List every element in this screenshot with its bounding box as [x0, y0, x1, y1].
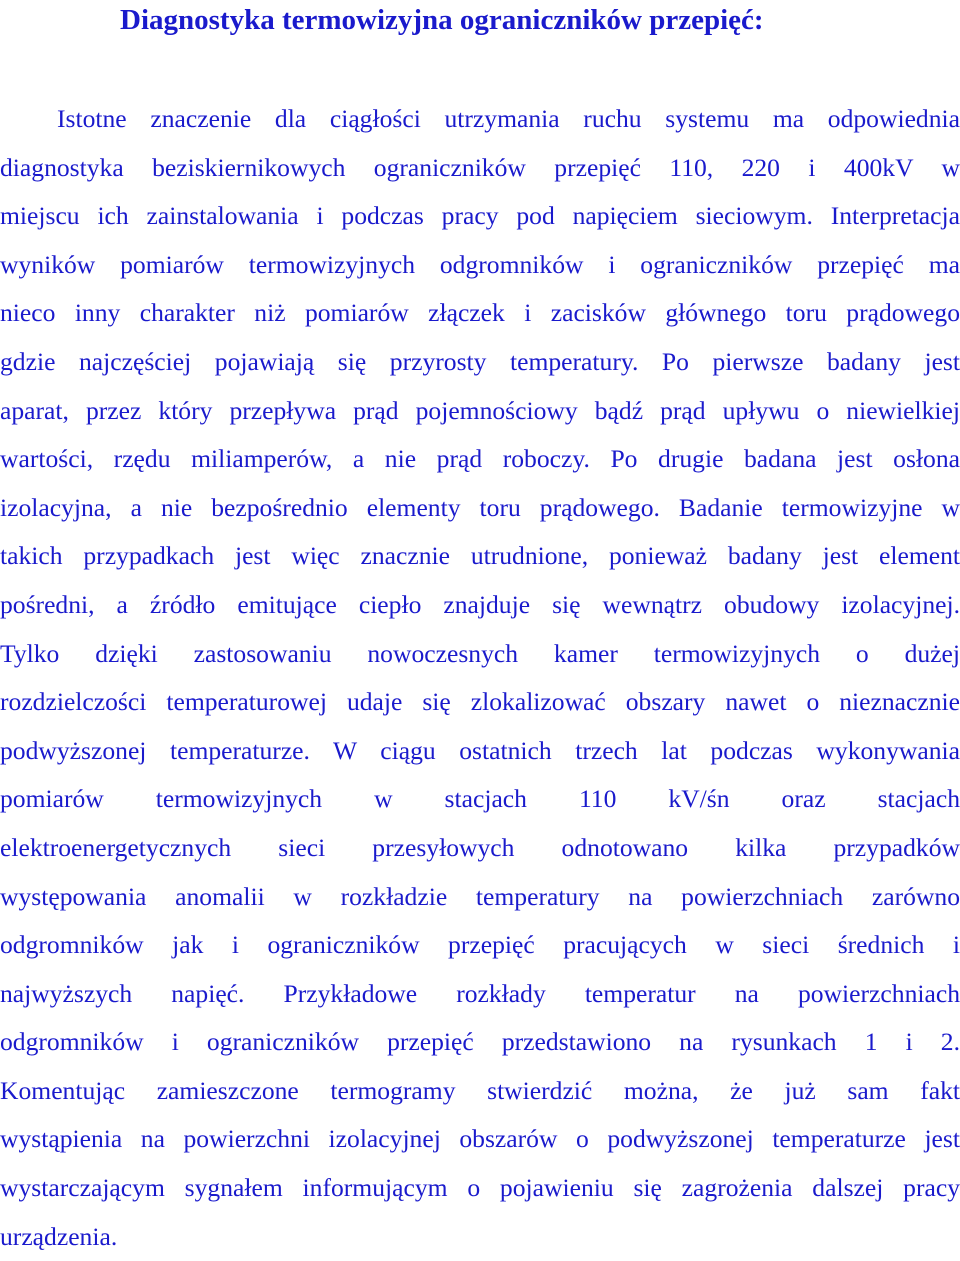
text-line: diagnostyka beziskiernikowych ograniczników przepięć 110, 220 i 400kV w: [0, 152, 960, 182]
text-line: nieco inny charakter niż pomiarów złączek i zacisków głównego toru prądowego: [0, 298, 960, 328]
text-line: urządzenia.: [0, 1221, 118, 1251]
text-line: wartości, rzędu miliamperów, a nie prąd roboczy. Po drugie badana jest osłona: [0, 444, 960, 474]
text-line: izolacyjna, a nie bezpośrednio elementy toru prądowego. Badanie termowizyjne w: [0, 492, 960, 522]
body-paragraph: [0, 95, 960, 1261]
text-line: Istotne znaczenie dla ciągłości utrzymania ruchu systemu ma odpowiednia: [57, 104, 960, 133]
text-line: pomiarów termowizyjnych w stacjach 110 kV/śn oraz stacjach: [0, 784, 960, 814]
text-line: podwyższonej temperaturze. W ciągu ostatnich trzech lat podczas wykonywania: [0, 735, 960, 765]
text-line: Tylko dzięki zastosowaniu nowoczesnych kamer termowizyjnych o dużej: [0, 638, 960, 668]
text-line: występowania anomalii w rozkładzie temperatury na powierzchniach zarówno: [0, 881, 960, 911]
text-line: pośredni, a źródło emitujące ciepło znajduje się wewnątrz obudowy izolacyjnej.: [0, 589, 960, 619]
text-line: aparat, przez który przepływa prąd pojemnościowy bądź prąd upływu o niewielkiej: [0, 395, 960, 425]
text-line: takich przypadkach jest więc znacznie utrudnione, ponieważ badany jest element: [0, 541, 960, 571]
text-line: wyników pomiarów termowizyjnych odgromników i ograniczników przepięć ma: [0, 249, 960, 279]
text-line: wystarczającym sygnałem informującym o pojawieniu się zagrożenia dalszej pracy: [0, 1173, 960, 1203]
text-line: miejscu ich zainstalowania i podczas pracy pod napięciem sieciowym. Interpretacja: [0, 201, 960, 231]
text-line: odgromników jak i ograniczników przepięć pracujących w sieci średnich i: [0, 930, 960, 960]
text-line: wystąpienia na powierzchni izolacyjnej obszarów o podwyższonej temperaturze jest: [0, 1124, 960, 1154]
document-title: Diagnostyka termowizyjna ograniczników przepięć:: [120, 4, 764, 36]
text-line: rozdzielczości temperaturowej udaje się zlokalizować obszary nawet o nieznacznie: [0, 687, 960, 717]
text-line: najwyższych napięć. Przykładowe rozkłady temperatur na powierzchniach: [0, 978, 960, 1008]
text-line: Komentując zamieszczone termogramy stwierdzić można, że już sam fakt: [0, 1075, 960, 1105]
text-line: gdzie najczęściej pojawiają się przyrosty temperatury. Po pierwsze badany jest: [0, 346, 960, 376]
text-line: elektroenergetycznych sieci przesyłowych odnotowano kilka przypadków: [0, 832, 960, 862]
text-line: odgromników i ograniczników przepięć przedstawiono na rysunkach 1 i 2.: [0, 1027, 960, 1057]
